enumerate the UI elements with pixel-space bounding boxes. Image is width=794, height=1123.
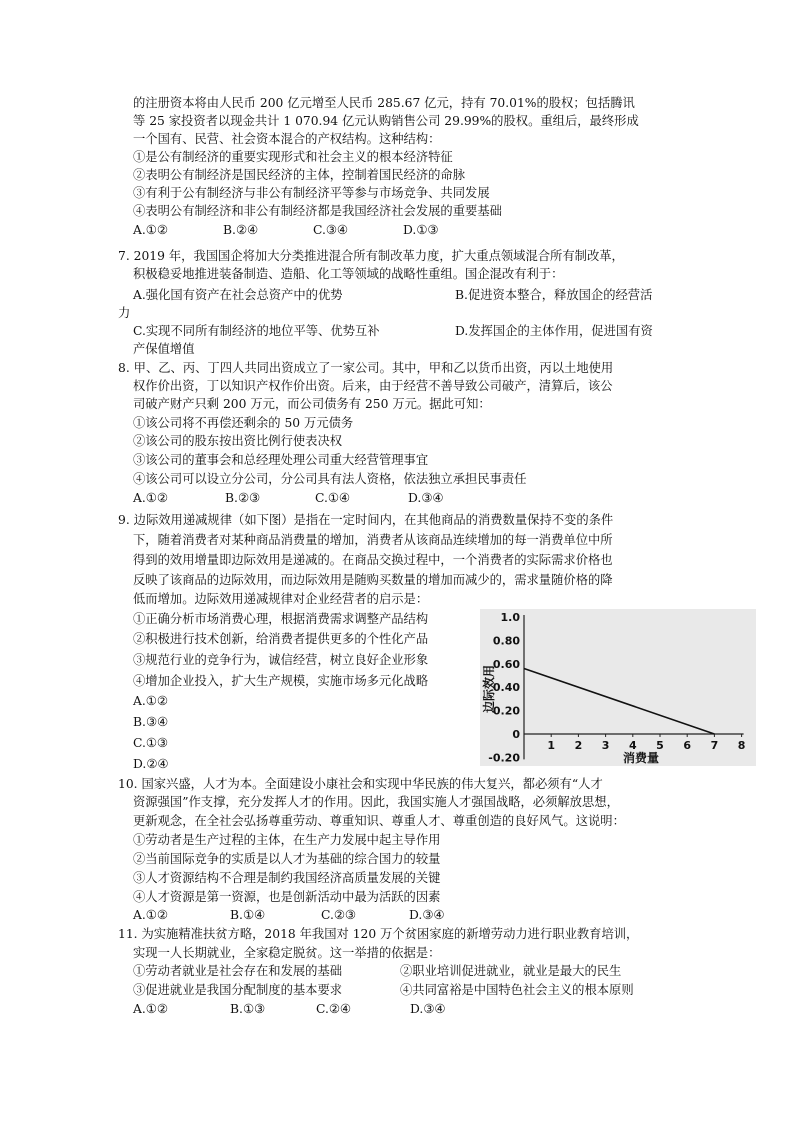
y-tick-label: 0 [512,728,520,741]
x-tick-label: 4 [628,739,637,752]
q8-line-1: 8. 甲、乙、丙、丁四人共同出资成立了一家公司。其中，甲和乙以货币出资，丙以土地使用 [118,361,614,375]
y-tick-label: -0.20 [488,751,520,765]
y-axis-label: 边际效用 [482,664,496,714]
q8-option-b: B.②③ [225,491,260,505]
q8-line-2: 权作价出资，丁以知识产权作价出资。后来，由于经营不善导致公司破产，清算后，该公 [133,379,613,393]
q6-statement-2: ②表明公有制经济是国民经济的主体，控制着国民经济的命脉 [133,168,466,182]
q7-option-b-wrap: 力 [118,306,131,320]
q9-line-1: 9. 边际效用递减规律（如下图）是指在一定时间内，在其他商品的消费数量保持不变的条件 [118,513,614,527]
x-tick-label: 6 [683,739,692,752]
q8-statement-2: ②该公司的股东按出资比例行使表决权 [133,434,343,448]
x-axis-label: 消费量 [622,751,660,765]
y-tick-label: 0.40 [492,681,520,695]
x-axis-tick-labels [547,734,745,752]
q9-option-b: B.③④ [133,715,168,729]
q6-option-d: D.①③ [403,223,439,237]
q7-option-c: C.实现不同所有制经济的地位平等、优势互补 [133,324,380,338]
q7-line-1: 7. 2019 年，我国国企将加大分类推进混合所有制改革力度，扩大重点领域混合所有制改革， [118,249,624,263]
q10-option-a: A.①② [133,908,168,922]
y-tick-label: 1.0 [500,611,520,624]
q11-line-1: 11. 为实施精准扶贫方略，2018 年我国对 120 万个贫困家庭的新增劳动力进行职业教育培训， [118,927,639,941]
q7-option-b: B.促进资本整合，释放国企的经营活 [455,288,653,302]
q11-option-d: D.③④ [410,1002,446,1016]
q11-line-2: 实现一人长期就业，全家稳定脱贫。这一举措的依据是： [133,946,441,960]
q7-option-d: D.发挥国企的主体作用，促进国有资 [455,324,653,338]
q8-statement-3: ③该公司的董事会和总经理处理公司重大经营管理事宜 [133,453,429,467]
q11-statement-3: ③促进就业是我国分配制度的基本要求 [133,983,343,997]
q11-option-b: B.①③ [230,1002,265,1016]
q8-option-c: C.①④ [315,491,350,505]
x-tick-label: 5 [656,739,664,752]
q6-line-1: 的注册资本将由人民币 200 亿元增至人民币 285.67 亿元，持有 70.01%的股权；包括腾讯 [133,96,635,110]
q10-statement-1: ①劳动者是生产过程的主体，在生产力发展中起主导作用 [133,833,441,847]
q8-option-a: A.①② [133,491,168,505]
q10-line-3: 更新观念，在全社会弘扬尊重劳动、尊重知识、尊重人才、尊重创造的良好风气。这说明： [133,814,625,828]
q10-option-b: B.①④ [230,908,265,922]
q7-option-a: A.强化国有资产在社会总资产中的优势 [133,288,343,302]
x-tick-label: 1 [547,739,556,752]
q9-line-4: 反映了该商品的边际效用，而边际效用是随购买数量的增加而减少的，需求量随价格的降 [133,573,613,587]
marginal-utility-line [524,668,714,734]
q9-line-2: 下，随着消费者对某种商品消费量的增加，消费者从该商品连续增加的每一消费单位中所 [133,533,613,547]
y-tick-label: 0.20 [492,704,520,718]
x-tick-label: 2 [574,739,583,752]
q6-option-a: A.①② [133,223,168,237]
q9-option-a: A.①② [133,694,168,708]
q10-line-1: 10. 国家兴盛，人才为本。全面建设小康社会和实现中华民族的伟大复兴，都必须有“人才 [118,777,603,791]
q11-statement-1: ①劳动者就业是社会存在和发展的基础 [133,964,343,978]
q8-option-d: D.③④ [408,491,444,505]
chart-axes [524,615,744,759]
q6-option-b: B.②④ [223,223,258,237]
q9-statement-2: ②积极进行技术创新，给消费者提供更多的个性化产品 [133,632,429,646]
q6-option-c: C.③④ [313,223,348,237]
marginal-utility-chart [480,609,756,766]
q10-statement-4: ④人才资源是第一资源，也是创新活动中最为活跃的因素 [133,890,441,904]
q6-line-3: 一个国有、民营、社会资本混合的产权结构。这种结构： [133,132,441,146]
q10-statement-2: ②当前国际竞争的实质是以人才为基础的综合国力的较量 [133,852,441,866]
q7-option-d-wrap: 产保值增值 [133,342,195,356]
x-tick-label: 3 [601,739,610,752]
q9-line-5: 低而增加。边际效用递减规律对企业经营者的启示是： [133,592,429,606]
q6-statement-3: ③有利于公有制经济与非公有制经济平等参与市场竞争、共同发展 [133,186,490,200]
q7-line-2: 积极稳妥地推进装备制造、造船、化工等领域的战略性重组。国企混改有利于： [133,267,564,281]
q6-statement-4: ④表明公有制经济和非公有制经济都是我国经济社会发展的重要基础 [133,204,502,218]
q9-statement-1: ①正确分析市场消费心理，根据消费需求调整产品结构 [133,612,429,626]
q9-line-3: 得到的效用增量即边际效用是递减的。在商品交换过程中，一个消费者的实际需求价格也 [133,553,613,567]
y-tick-label: 0.60 [492,657,520,671]
q9-statement-4: ④增加企业投入，扩大生产规模，实施市场多元化战略 [133,674,429,688]
y-tick-label: 0.80 [492,634,520,648]
x-tick-label: 7 [710,739,719,752]
q8-line-3: 司破产财产只剩 200 万元，而公司债务有 250 万元。据此可知： [133,397,491,411]
chart-series [524,668,714,734]
q11-statement-4: ④共同富裕是中国特色社会主义的根本原则 [400,983,634,997]
q9-option-d: D.②④ [133,757,169,771]
q8-statement-1: ①该公司将不再偿还剩余的 50 万元债务 [133,416,354,430]
q10-line-2: 资源强国”作支撑，充分发挥人才的作用。因此，我国实施人才强国战略，必须解放思想， [133,795,619,809]
x-tick-label: 8 [737,739,746,752]
q8-statement-4: ④该公司可以设立分公司，分公司具有法人资格，依法独立承担民事责任 [133,472,527,486]
q10-option-c: C.②③ [321,908,356,922]
q10-statement-3: ③人才资源结构不合理是制约我国经济高质量发展的关键 [133,871,441,885]
q11-statement-2: ②职业培训促进就业，就业是最大的民生 [400,964,622,978]
q6-statement-1: ①是公有制经济的重要实现形式和社会主义的根本经济特征 [133,150,453,164]
q11-option-c: C.②④ [316,1002,351,1016]
q10-option-d: D.③④ [409,908,445,922]
q11-option-a: A.①② [133,1002,168,1016]
q9-option-c: C.①③ [133,736,168,750]
q6-line-2: 等 25 家投资者以现金共计 1 070.94 亿元认购销售公司 29.99%的股权。重组后，最终形成 [133,114,639,128]
q9-statement-3: ③规范行业的竞争行为，诚信经营，树立良好企业形象 [133,653,429,667]
